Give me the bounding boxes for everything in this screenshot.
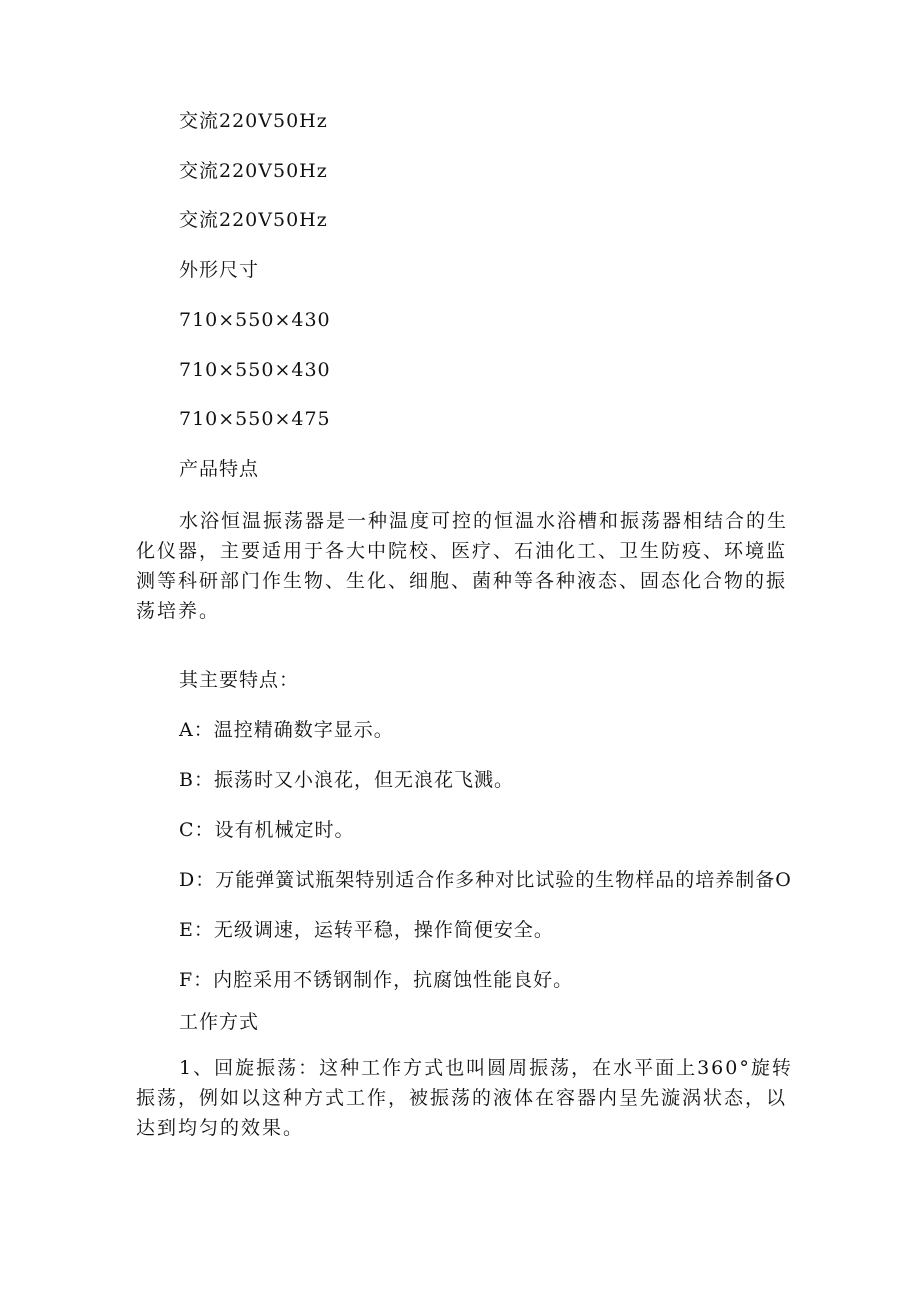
power-spec-3: 交流220V50Hz — [179, 209, 328, 231]
main-features-heading: 其主要特点： — [179, 669, 300, 691]
work-mode-heading: 工作方式 — [179, 1011, 260, 1033]
power-spec-2: 交流220V50Hz — [179, 160, 328, 182]
dimension-spec-1: 710×550×430 — [179, 309, 331, 331]
feature-item-b: B：振荡时又小浪花，但无浪花飞溅。 — [179, 769, 514, 791]
feature-item-e: E：无级调速，运转平稳，操作简便安全。 — [179, 919, 554, 941]
dimension-spec-2: 710×550×430 — [179, 359, 331, 381]
features-heading: 产品特点 — [179, 458, 260, 480]
work-mode-item-1: 1、回旋振荡：这种工作方式也叫圆周振荡，在水平面上360°旋转振荡，例如以这种方式工作，被振荡的液体在容器内呈先漩涡状态，以达到均匀的效果。 — [136, 1057, 793, 1139]
features-intro-paragraph: 水浴恒温振荡器是一种温度可控的恒温水浴槽和振荡器相结合的生化仪器，主要适用于各大中院校、医疗、石油化工、卫生防疫、环境监测等科研部门作生物、生化、细胞、菌种等各种液态、固态化合物的振荡培养。 — [136, 510, 789, 622]
feature-item-c: C：设有机械定时。 — [179, 819, 355, 841]
feature-item-a: A：温控精确数字显示。 — [179, 719, 394, 741]
feature-item-d: D：万能弹簧试瓶架特别适合作多种对比试验的生物样品的培养制备O — [179, 869, 792, 891]
dimensions-heading: 外形尺寸 — [179, 259, 260, 281]
feature-item-f: F：内腔采用不锈钢制作，抗腐蚀性能良好。 — [179, 969, 574, 991]
dimension-spec-3: 710×550×475 — [179, 408, 331, 430]
power-spec-1: 交流220V50Hz — [179, 110, 328, 132]
